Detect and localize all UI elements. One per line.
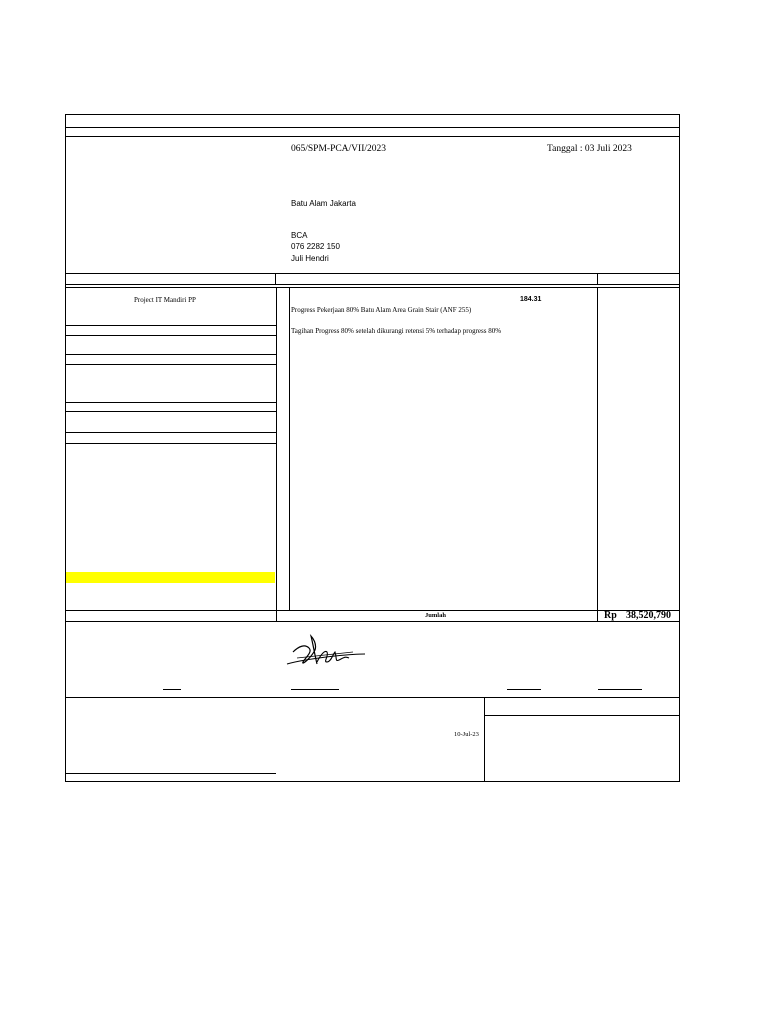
rule bbox=[65, 284, 680, 285]
rule bbox=[65, 697, 680, 698]
rule bbox=[65, 402, 276, 403]
column-divider bbox=[289, 287, 290, 610]
recipient-name: Batu Alam Jakarta bbox=[291, 199, 356, 208]
column-divider bbox=[275, 273, 276, 284]
rule bbox=[65, 354, 276, 355]
footer-date: 10-Jul-23 bbox=[454, 731, 479, 738]
account-holder: Juli Hendri bbox=[291, 254, 329, 263]
total-currency: Rp bbox=[604, 610, 617, 621]
rule bbox=[484, 715, 680, 716]
rule bbox=[65, 127, 680, 128]
rule bbox=[65, 287, 680, 288]
document-date: Tanggal : 03 Juli 2023 bbox=[547, 144, 632, 154]
rule bbox=[65, 136, 680, 137]
project-name: Project IT Mandiri PP bbox=[134, 296, 196, 304]
document-frame bbox=[65, 114, 680, 782]
rule bbox=[65, 325, 276, 326]
column-divider bbox=[276, 287, 277, 621]
signature-line bbox=[598, 689, 642, 690]
rule bbox=[65, 773, 276, 774]
item-code: 184.31 bbox=[520, 296, 542, 303]
description-line-1: Progress Pekerjaan 80% Batu Alam Area Grain Stair (ANF 255) bbox=[291, 306, 472, 314]
total-label: Jumlah bbox=[425, 612, 446, 619]
rule bbox=[65, 273, 680, 274]
document-number: 065/SPM-PCA/VII/2023 bbox=[291, 144, 387, 154]
column-divider bbox=[597, 287, 598, 621]
rule bbox=[65, 364, 276, 365]
total-amount: 38,520,790 bbox=[626, 610, 671, 621]
signature-line bbox=[507, 689, 541, 690]
rule bbox=[65, 335, 276, 336]
rule bbox=[65, 443, 276, 444]
signature-line bbox=[291, 689, 339, 690]
bank-name: BCA bbox=[291, 231, 308, 240]
column-divider bbox=[484, 697, 485, 782]
rule bbox=[65, 610, 680, 611]
rule bbox=[65, 621, 680, 622]
description-line-2: Tagihan Progress 80% setelah dikurangi retensi 5% terhadap progress 80% bbox=[291, 327, 502, 335]
signature-line bbox=[163, 689, 181, 690]
highlighted-cell bbox=[66, 572, 275, 583]
rule bbox=[65, 432, 276, 433]
column-divider bbox=[597, 273, 598, 284]
signature-image bbox=[283, 632, 373, 672]
account-number: 076 2282 150 bbox=[291, 242, 340, 251]
rule bbox=[65, 411, 276, 412]
